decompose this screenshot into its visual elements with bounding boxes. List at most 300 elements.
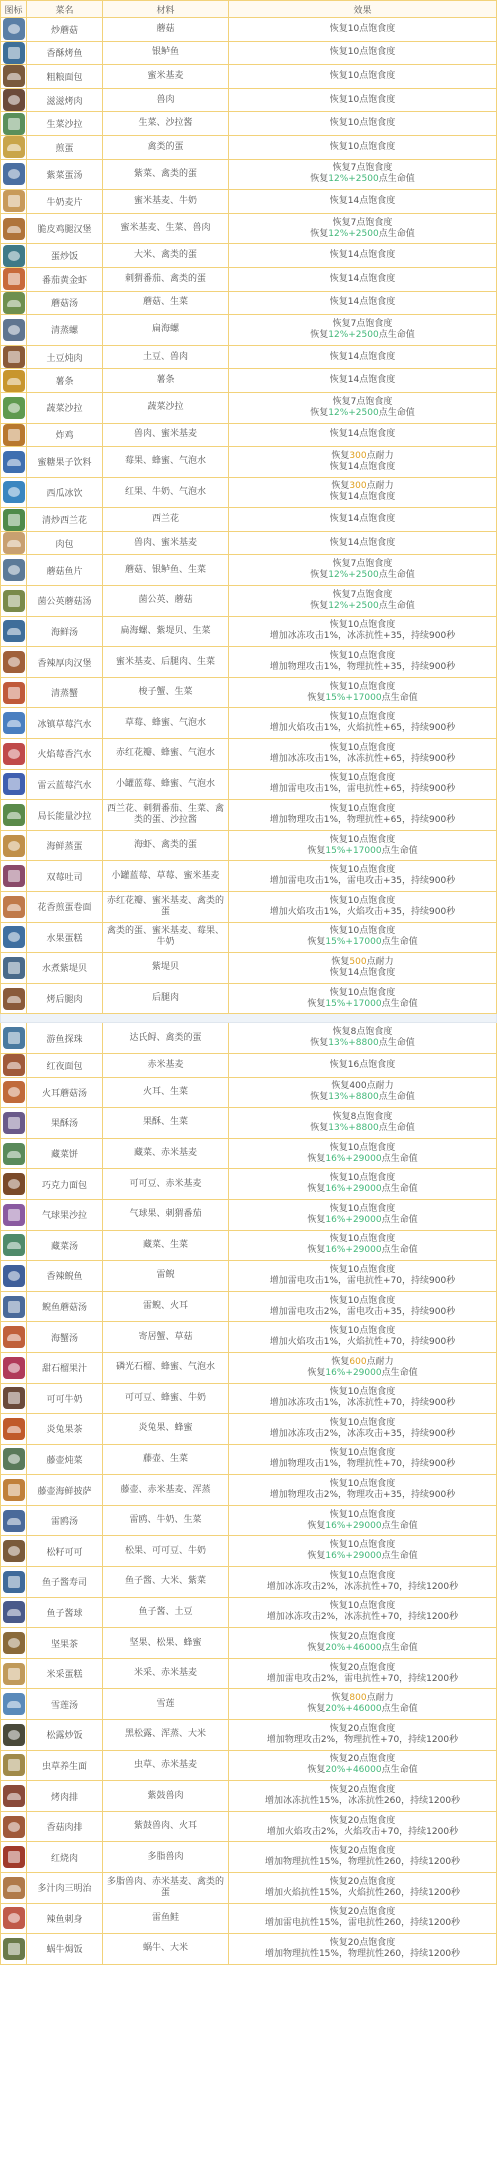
dish-effect: [229, 392, 497, 423]
dish-materials: 土豆、兽肉: [103, 345, 229, 369]
effect-line: 增加雷电攻击2%，雷电攻击+35，持续900秒: [269, 1306, 456, 1317]
dish-icon-cell: [1, 159, 27, 190]
dish-icon: [3, 292, 25, 314]
effect-line: 恢复14点饱食度: [329, 967, 396, 978]
dish-name: 生菜沙拉: [27, 112, 103, 136]
dish-icon: [3, 481, 25, 503]
effect-line: 恢复600点耐力: [331, 1356, 394, 1367]
dish-icon: [3, 1054, 25, 1076]
dish-effect: [229, 586, 497, 617]
dish-materials: 蘑菇、生菜: [103, 291, 229, 315]
dish-icon: [3, 1081, 25, 1103]
dish-icon-cell: [1, 1138, 27, 1169]
table-row: [1, 291, 497, 315]
dish-icon: [3, 865, 25, 887]
dish-materials: 米采、赤米基麦: [103, 1658, 229, 1689]
dish-effect: [229, 65, 497, 89]
table-row: [1, 477, 497, 508]
dish-materials: 雷鱼鲑: [103, 1903, 229, 1934]
effect-line: 恢复8点饱食度: [332, 1111, 393, 1122]
dish-icon-cell: [1, 1567, 27, 1598]
effect-line: 恢复7点饱食度: [332, 396, 393, 407]
dish-name: 松露炒饭: [27, 1720, 103, 1751]
dish-icon: [3, 1234, 25, 1256]
dish-effect: [229, 190, 497, 214]
dish-materials: 坚果、松果、蜂蜜: [103, 1628, 229, 1659]
table-row: [1, 1842, 497, 1873]
effect-line: 恢复13%+8800点生命值: [310, 1122, 415, 1133]
dish-materials: 西兰花、刺猬番茄、生菜、禽类的蛋、沙拉酱: [103, 800, 229, 831]
effect-line: 恢复10点饱食度: [329, 1234, 396, 1245]
table-row: [1, 112, 497, 136]
dish-icon: [3, 509, 25, 531]
table-row: [1, 1658, 497, 1689]
effect-line: 恢复20%+46000点生命值: [307, 1765, 418, 1776]
dish-name: 香酥烤鱼: [27, 41, 103, 65]
dish-icon: [3, 370, 25, 392]
effect-line: 恢复14点饱食度: [329, 514, 396, 525]
effect-line: 增加火焰攻击1%，火焰抗性+65，持续900秒: [269, 723, 456, 734]
dish-icon-cell: [1, 616, 27, 647]
dish-effect: [229, 677, 497, 708]
effect-line: 恢复10点饱食度: [329, 1203, 396, 1214]
dish-materials: 黑松露、浑蒸、大米: [103, 1720, 229, 1751]
dish-icon: [3, 1907, 25, 1929]
effect-line: 恢复16%+29000点生命值: [307, 1367, 418, 1378]
table-row: [1, 1811, 497, 1842]
dish-icon: [3, 988, 25, 1010]
dish-name: 火耳蘑菇汤: [27, 1077, 103, 1108]
effect-line: 恢复20点饱食度: [329, 1662, 396, 1673]
effect-line: 恢复10点饱食度: [329, 1570, 396, 1581]
table-row: [1, 922, 497, 953]
dish-icon-cell: [1, 1628, 27, 1659]
table-row: [1, 244, 497, 268]
dish-name: 蘑菇汤: [27, 291, 103, 315]
dish-materials: 鱼子酱、大米、紫菜: [103, 1567, 229, 1598]
effect-line: 恢复800点耐力: [331, 1693, 394, 1704]
table-row: [1, 586, 497, 617]
dish-icon: [3, 1204, 25, 1226]
effect-value-hp: 16%+29000: [325, 1367, 382, 1378]
dish-effect: [229, 769, 497, 800]
effect-line: 恢复10点饱食度: [329, 712, 396, 723]
dish-name: 鱼子酱寿司: [27, 1567, 103, 1598]
dish-name: 花香煎蛋卷面: [27, 892, 103, 923]
effect-line: 恢复20点饱食度: [329, 1723, 396, 1734]
dish-icon-cell: [1, 1169, 27, 1200]
table-row: [1, 1077, 497, 1108]
effect-line: 增加冰冻攻击2%，冰冻抗性+70，持续1200秒: [266, 1612, 459, 1623]
dish-icon-cell: [1, 315, 27, 346]
table-row: [1, 892, 497, 923]
effect-line: 恢复14点饱食度: [329, 461, 396, 472]
dish-icon: [3, 1510, 25, 1532]
header-materials: 材料: [103, 1, 229, 18]
table-row: [1, 1383, 497, 1414]
dish-materials: 草莓、蜂蜜、气泡水: [103, 708, 229, 739]
dish-effect: [229, 739, 497, 770]
effect-line: 增加物理抗性15%，物理抗性260，持续1200秒: [264, 1857, 461, 1868]
dish-name: 鱼子酱球: [27, 1597, 103, 1628]
dish-effect: [229, 1108, 497, 1139]
table-row: [1, 423, 497, 447]
dish-materials: 多脂兽肉、赤米基麦、禽类的蛋: [103, 1873, 229, 1904]
effect-line: 恢复10点饱食度: [329, 804, 396, 815]
effect-line: 恢复12%+2500点生命值: [310, 570, 415, 581]
effect-line: 恢复10点饱食度: [329, 47, 396, 58]
dish-name: 巧克力面包: [27, 1169, 103, 1200]
dish-effect: [229, 531, 497, 555]
dish-materials: 西兰花: [103, 508, 229, 532]
dish-icon: [3, 743, 25, 765]
dish-materials: 雷鲵: [103, 1261, 229, 1292]
dish-effect: [229, 1842, 497, 1873]
dish-icon: [3, 773, 25, 795]
table-row: [1, 315, 497, 346]
dish-materials: 赤米基麦: [103, 1053, 229, 1077]
effect-line: 恢复7点饱食度: [332, 217, 393, 228]
table-row: [1, 830, 497, 861]
dish-icon: [3, 1173, 25, 1195]
effect-line: 恢复10点饱食度: [329, 834, 396, 845]
dish-materials: 可可豆、蜂蜜、牛奶: [103, 1383, 229, 1414]
dish-name: 蛋炒饭: [27, 244, 103, 268]
dish-icon: [3, 532, 25, 554]
effect-value-hp: 12%+2500: [328, 174, 379, 185]
effect-line: 恢复20点饱食度: [329, 1632, 396, 1643]
effect-line: 恢复10点饱食度: [329, 620, 396, 631]
section-divider-cell: [1, 1014, 497, 1023]
dish-materials: 藏菜、赤米基麦: [103, 1138, 229, 1169]
dish-effect: [229, 1934, 497, 1965]
dish-icon: [3, 835, 25, 857]
effect-line: 恢复10点饱食度: [329, 1173, 396, 1184]
dish-materials: 禽类的蛋: [103, 135, 229, 159]
table-row: [1, 508, 497, 532]
dish-icon: [3, 451, 25, 473]
effect-line: 恢复20点饱食度: [329, 1785, 396, 1796]
effect-line: 增加冰冻抗性15%，冰冻抗性260，持续1200秒: [264, 1796, 461, 1807]
effect-line: 恢复10点饱食度: [329, 895, 396, 906]
effect-line: 恢复10点饱食度: [329, 742, 396, 753]
effect-line: 增加物理攻击1%，物理抗性+35，持续900秒: [269, 662, 456, 673]
effect-line: 增加火焰攻击2%，火焰攻击+70，持续1200秒: [266, 1826, 459, 1837]
effect-line: 恢复10点饱食度: [329, 651, 396, 662]
dish-icon: [3, 218, 25, 240]
dish-effect: [229, 1169, 497, 1200]
dish-icon: [3, 1601, 25, 1623]
effect-value-hp: 20%+46000: [325, 1765, 382, 1776]
dish-icon: [3, 1693, 25, 1715]
effect-line: 恢复15%+17000点生命值: [307, 937, 418, 948]
table-row: [1, 531, 497, 555]
effect-line: 恢复10点饱食度: [329, 1264, 396, 1275]
dish-materials: 炎兔果、蜂蜜: [103, 1414, 229, 1445]
dish-icon-cell: [1, 190, 27, 214]
dish-materials: 雷鲵、火耳: [103, 1291, 229, 1322]
effect-value-hp: 16%+29000: [325, 1153, 382, 1164]
table-row: [1, 1261, 497, 1292]
table-row: [1, 1873, 497, 1904]
dish-icon: [3, 1387, 25, 1409]
dish-materials: 生菜、沙拉酱: [103, 112, 229, 136]
dish-icon-cell: [1, 1261, 27, 1292]
table-row: [1, 1322, 497, 1353]
dish-icon-cell: [1, 1322, 27, 1353]
effect-line: 增加雷电攻击1%，雷电抗性+70，持续900秒: [269, 1275, 456, 1286]
dish-materials: 赤红花瓣、蜜米基麦、禽类的蛋: [103, 892, 229, 923]
dish-materials: 梭子蟹、生菜: [103, 677, 229, 708]
dish-effect: [229, 88, 497, 112]
effect-line: 恢复14点饱食度: [329, 375, 396, 386]
dish-materials: 火耳、生菜: [103, 1077, 229, 1108]
effect-value-hp: 15%+17000: [325, 845, 382, 856]
dish-materials: 可可豆、赤米基麦: [103, 1169, 229, 1200]
table-row: [1, 1475, 497, 1506]
table-row: [1, 769, 497, 800]
table-row: [1, 647, 497, 678]
effect-line: 恢复10点饱食度: [329, 141, 396, 152]
dish-effect: [229, 369, 497, 393]
dish-icon-cell: [1, 423, 27, 447]
dish-materials: 禽类的蛋、蜜米基麦、莓果、牛奶: [103, 922, 229, 953]
dish-materials: 蜜米基麦、牛奶: [103, 190, 229, 214]
dish-icon-cell: [1, 531, 27, 555]
effect-value-hp: 13%+8800: [328, 1092, 379, 1103]
dish-effect: [229, 1903, 497, 1934]
effect-line: 恢复10点饱食度: [329, 865, 396, 876]
dish-materials: 紫鼓兽肉: [103, 1781, 229, 1812]
table-row: [1, 708, 497, 739]
table-row: [1, 1414, 497, 1445]
dish-name: 局长能量沙拉: [27, 800, 103, 831]
dish-name: 炒蘑菇: [27, 18, 103, 42]
table-row: [1, 267, 497, 291]
dish-icon: [3, 1448, 25, 1470]
table-row: [1, 1199, 497, 1230]
effect-line: 增加雷电抗性15%，雷电抗性260，持续1200秒: [264, 1918, 461, 1929]
table-row: [1, 1903, 497, 1934]
effect-value-stamina: 800: [349, 1693, 367, 1704]
dish-name: 清炒西兰花: [27, 508, 103, 532]
dish-materials: 雷鸥、牛奶、生菜: [103, 1505, 229, 1536]
effect-line: 增加雷电攻击2%，雷电抗性+70，持续1200秒: [266, 1673, 459, 1684]
dish-icon-cell: [1, 1230, 27, 1261]
dish-effect: [229, 1597, 497, 1628]
dish-icon-cell: [1, 830, 27, 861]
section-divider: [1, 1014, 497, 1023]
dish-icon: [3, 1265, 25, 1287]
dish-icon: [3, 1027, 25, 1049]
effect-value-hp: 15%+17000: [325, 998, 382, 1009]
dish-icon: [3, 1816, 25, 1838]
effect-line: 增加雷电攻击1%，雷电攻击+35，持续900秒: [269, 876, 456, 887]
dish-name: 海鲜蒸蛋: [27, 830, 103, 861]
table-row: [1, 1108, 497, 1139]
effect-line: 恢复16%+29000点生命值: [307, 1520, 418, 1531]
effect-line: 增加冰冻攻击1%，冰冻抗性+65，持续900秒: [269, 753, 456, 764]
dish-icon-cell: [1, 1444, 27, 1475]
dish-effect: [229, 1352, 497, 1383]
dish-effect: [229, 1077, 497, 1108]
dish-name: 蔬菜沙拉: [27, 392, 103, 423]
effect-line: 恢复12%+2500点生命值: [310, 329, 415, 340]
dish-name: 藤壶海鲜披萨: [27, 1475, 103, 1506]
dish-icon-cell: [1, 677, 27, 708]
effect-value-stamina: 300: [349, 481, 367, 492]
dish-effect: [229, 1291, 497, 1322]
table-row: [1, 135, 497, 159]
dish-materials: 大米、禽类的蛋: [103, 244, 229, 268]
dish-name: 紫菜蛋汤: [27, 159, 103, 190]
dish-icon-cell: [1, 267, 27, 291]
dish-icon-cell: [1, 1903, 27, 1934]
effect-line: 增加物理抗性15%，物理抗性260，持续1200秒: [264, 1948, 461, 1959]
dish-effect: [229, 953, 497, 984]
effect-line: 恢复10点饱食度: [329, 1540, 396, 1551]
header-dish-name: 菜名: [27, 1, 103, 18]
dish-icon-cell: [1, 647, 27, 678]
effect-value-hp: 16%+29000: [325, 1520, 382, 1531]
effect-value-hp: 16%+29000: [325, 1245, 382, 1256]
dish-materials: 兽肉、蜜米基麦: [103, 423, 229, 447]
effect-line: 增加物理攻击2%，物理抗性+70，持续1200秒: [266, 1734, 459, 1745]
dish-effect: [229, 1873, 497, 1904]
dish-icon: [3, 245, 25, 267]
dish-effect: [229, 1444, 497, 1475]
dish-name: 清蒸螺: [27, 315, 103, 346]
effect-line: 恢复20点饱食度: [329, 1846, 396, 1857]
dish-effect: [229, 1536, 497, 1567]
dish-icon: [3, 190, 25, 212]
dish-icon: [3, 559, 25, 581]
dish-effect: [229, 423, 497, 447]
dish-icon-cell: [1, 41, 27, 65]
table-row: [1, 369, 497, 393]
dish-icon-cell: [1, 135, 27, 159]
dish-name: 炎兔果茶: [27, 1414, 103, 1445]
effect-line: 恢复16%+29000点生命值: [307, 1184, 418, 1195]
effect-line: 增加冰冻攻击2%，冰冻攻击+35，持续900秒: [269, 1428, 456, 1439]
effect-value-hp: 13%+8800: [328, 1122, 379, 1133]
dish-name: 肉包: [27, 531, 103, 555]
dish-icon: [3, 346, 25, 368]
dish-icon: [3, 268, 25, 290]
dish-icon: [3, 682, 25, 704]
dish-icon-cell: [1, 983, 27, 1014]
effect-value-hp: 12%+2500: [328, 329, 379, 340]
header-icon: 图标: [1, 1, 27, 18]
effect-line: 恢复7点饱食度: [332, 559, 393, 570]
dish-icon: [3, 590, 25, 612]
dish-name: 虫草养生面: [27, 1750, 103, 1781]
table-row: [1, 1720, 497, 1751]
effect-value-hp: 15%+17000: [325, 692, 382, 703]
effect-line: 增加物理攻击2%，物理攻击+35，持续900秒: [269, 1490, 456, 1501]
dish-icon-cell: [1, 1689, 27, 1720]
dish-icon-cell: [1, 1023, 27, 1054]
dish-name: 双莓吐司: [27, 861, 103, 892]
dish-name: 果酥汤: [27, 1108, 103, 1139]
effect-line: 恢复20%+46000点生命值: [307, 1643, 418, 1654]
dish-materials: 磷光石榴、蜂蜜、气泡水: [103, 1352, 229, 1383]
header-effect: 效果: [229, 1, 497, 18]
header-row: [1, 1, 497, 18]
dish-effect: [229, 315, 497, 346]
dish-name: 火焰莓香汽水: [27, 739, 103, 770]
dish-effect: [229, 1322, 497, 1353]
dish-icon-cell: [1, 586, 27, 617]
table-row: [1, 861, 497, 892]
dish-icon-cell: [1, 739, 27, 770]
table-row: [1, 677, 497, 708]
effect-value-hp: 12%+2500: [328, 600, 379, 611]
dish-icon: [3, 926, 25, 948]
dish-effect: [229, 447, 497, 478]
dish-name: 可可牛奶: [27, 1383, 103, 1414]
effect-line: 恢复10点饱食度: [329, 987, 396, 998]
table-row: [1, 1934, 497, 1965]
dish-effect: [229, 1023, 497, 1054]
effect-line: 恢复400点耐力: [331, 1081, 394, 1092]
dish-name: 烤肉排: [27, 1781, 103, 1812]
dish-effect: [229, 41, 497, 65]
effect-line: 恢复14点饱食度: [329, 351, 396, 362]
dish-icon-cell: [1, 953, 27, 984]
effect-value-hp: 20%+46000: [325, 1643, 382, 1654]
dish-name: 粗粮面包: [27, 65, 103, 89]
dish-materials: 兽肉: [103, 88, 229, 112]
table-row: [1, 983, 497, 1014]
dish-materials: 达氏鲟、禽类的蛋: [103, 1023, 229, 1054]
dish-icon-cell: [1, 1414, 27, 1445]
effect-line: 恢复10点饱食度: [329, 1417, 396, 1428]
dish-icon-cell: [1, 369, 27, 393]
dish-effect: [229, 1720, 497, 1751]
effect-line: 恢复10点饱食度: [329, 118, 396, 129]
table-row: [1, 18, 497, 42]
dish-icon: [3, 18, 25, 40]
dish-icon-cell: [1, 1720, 27, 1751]
dish-icon-cell: [1, 1750, 27, 1781]
table-row: [1, 1781, 497, 1812]
dish-name: 红烧肉: [27, 1842, 103, 1873]
dish-effect: [229, 1781, 497, 1812]
dish-name: 菌公英蘑菇汤: [27, 586, 103, 617]
dish-icon: [3, 65, 25, 87]
dish-icon: [3, 1785, 25, 1807]
dish-name: 蜗牛焗饭: [27, 1934, 103, 1965]
effect-line: 恢复10点饱食度: [329, 1448, 396, 1459]
dish-effect: [229, 477, 497, 508]
table-row: [1, 1169, 497, 1200]
dish-icon-cell: [1, 1475, 27, 1506]
dish-icon: [3, 1724, 25, 1746]
dish-effect: [229, 1658, 497, 1689]
effect-value-hp: 15%+17000: [325, 937, 382, 948]
table-row: [1, 159, 497, 190]
table-row: [1, 1352, 497, 1383]
effect-line: 恢复14点饱食度: [329, 273, 396, 284]
table-row: [1, 1567, 497, 1598]
dish-materials: 气球果、刺猬番茄: [103, 1199, 229, 1230]
dish-icon: [3, 42, 25, 64]
dish-materials: 鱼子酱、土豆: [103, 1597, 229, 1628]
table-row: [1, 345, 497, 369]
dish-icon: [3, 1296, 25, 1318]
effect-value-hp: 16%+29000: [325, 1214, 382, 1225]
